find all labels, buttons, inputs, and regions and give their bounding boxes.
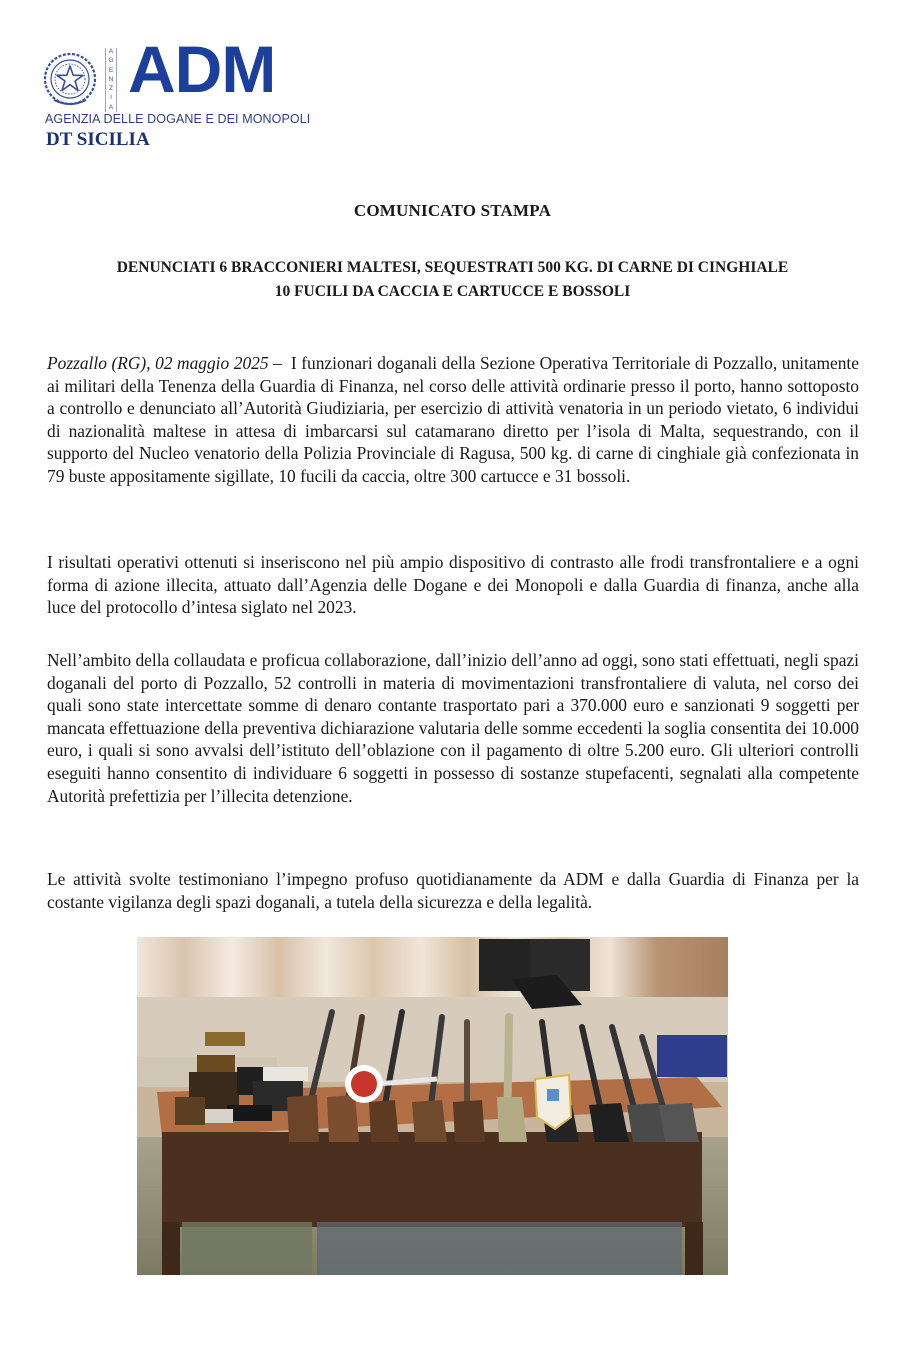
photo-illustration <box>137 937 728 1275</box>
dateline: Pozzallo (RG), 02 maggio 2025 – <box>47 353 282 373</box>
vertical-letter: I <box>110 94 112 102</box>
vertical-letter: A <box>108 48 114 55</box>
desk-front <box>162 1132 702 1227</box>
adm-logo <box>42 32 312 154</box>
press-release-headline <box>30 256 875 304</box>
vertical-letter: G <box>108 57 114 65</box>
vertical-letter: E <box>108 66 114 74</box>
agency-name: AGENZIA DELLE DOGANE E DEI MONOPOLI <box>45 112 311 126</box>
headline-line-2: 10 FUCILI DA CACCIA E CARTUCCE E BOSSOLI <box>274 283 631 300</box>
vertical-letter: N <box>108 75 114 83</box>
paragraph-3: Nell’ambito della collaudata e proficua collaborazione, dall’inizio dell’anno ad oggi, sono stati effettuati, negli spazi doganali del porto di Pozzallo, 52 controlli in materia di movimentazioni transfrontaliere di valuta, nel corso dei quali sono state intercettate somme di denaro contante trasportato pari a 370.000 euro e sanzionati 9 soggetti per mancata effettuazione della preventiva dichiarazione valutaria delle somme eccedenti la soglia consentita dei 10.000 euro, i quali si sono avvalsi dell’istituto dell’oblazione con il pagamento di oltre 5.200 euro. Gli ulteriori controlli eseguiti hanno consentito di individuare 6 soggetti in possesso di sostanze stupefacenti, segnalati alla competente Autorità prefettizia per l’illecita detenzione. <box>47 650 859 806</box>
paragraph-1 <box>47 352 859 488</box>
seized-items-photo <box>137 937 728 1275</box>
blue-chair <box>657 1035 727 1077</box>
pennant <box>535 1075 571 1129</box>
adm-wordmark: ADM <box>128 32 276 106</box>
vertical-letter: Z <box>109 85 113 92</box>
vertical-letter: A <box>108 103 114 111</box>
department-name: DT SICILIA <box>46 129 150 150</box>
paragraph-1-text: I funzionari doganali della Sezione Operativa Territoriale di Pozzallo, unitamente ai militari della Tenenza della Guardia di Finanza, nel corso delle attività ordinarie presso il porto, hanno sottoposto a controllo e denunciato all’Autorità Giudiziaria, per esercizio di attività venatoria in un periodo vietato, 6 individui di nazionalità maltese in attesa di imbarcarsi sul catamarano diretto per l’isola di Malta, sequestrando, con il supporto del Nucleo venatorio della Polizia Provinciale di Ragusa, 500 kg. di carne di cinghiale già confezionata in 79 buste appositamente sigillate, 10 fucili da caccia, oltre 300 cartucce e 31 bossoli. <box>47 353 859 486</box>
paragraph-2: I risultati operativi ottenuti si inseriscono nel più ampio dispositivo di contrasto alle frodi transfrontaliere e a ogni forma di azione illecita, attuato dall’Agenzia delle Dogane e dei Monopoli e dalla Guardia di finanza, anche alla luce del protocollo d’intesa siglato nel 2023. <box>47 552 859 618</box>
italian-republic-emblem-icon <box>42 50 98 110</box>
headline-line-1: DENUNCIATI 6 BRACCONIERI MALTESI, SEQUESTRATI 500 KG. DI CARNE DI CINGHIALE <box>116 259 789 276</box>
paragraph-4: Le attività svolte testimoniano l’impegno profuso quotidianamente da ADM e dalla Guardia di Finanza per la costante vigilanza degli spazi doganali, a tutela della sicurezza e della legalità. <box>47 869 859 912</box>
agenzia-vertical-label <box>105 48 117 112</box>
document-type-title: COMUNICATO STAMPA <box>353 201 552 220</box>
